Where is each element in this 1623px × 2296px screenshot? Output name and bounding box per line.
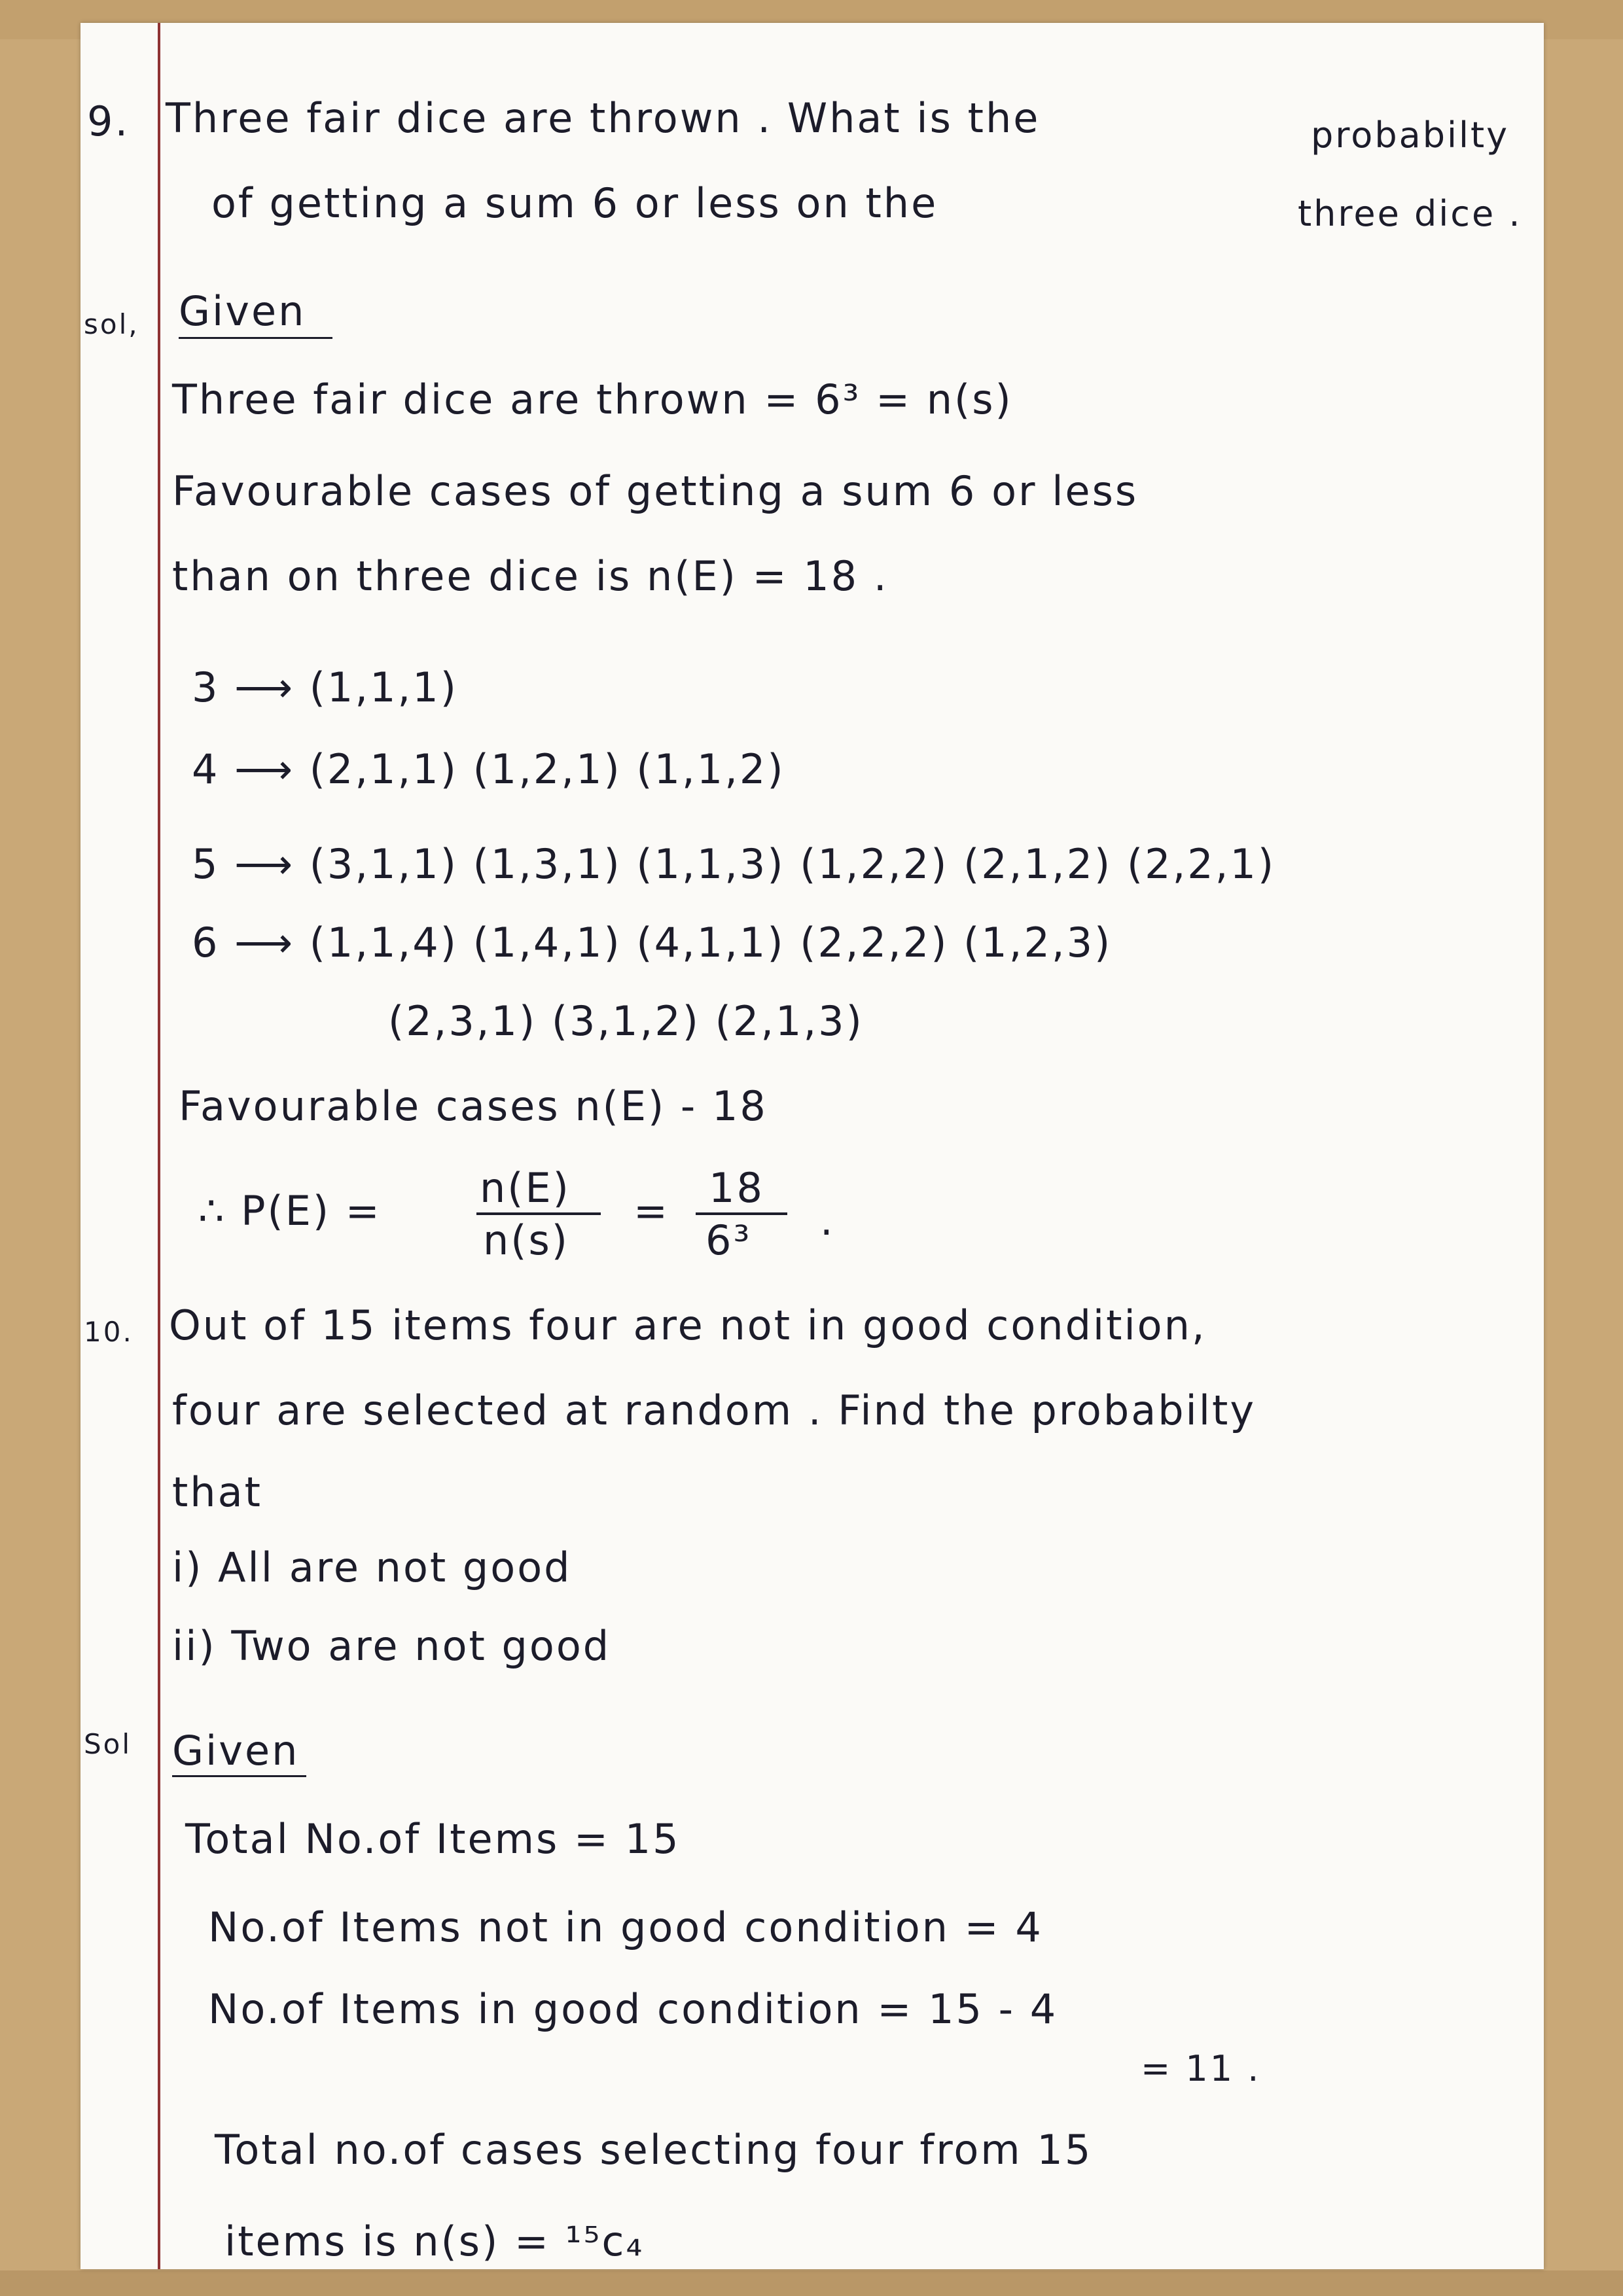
total-cases-line2: items is n(s) = ¹⁵c₄: [224, 2217, 645, 2265]
outcome-row-6-cont: (2,3,1) (3,1,2) (2,1,3): [388, 997, 864, 1045]
question-10-number: 10.: [84, 1316, 134, 1348]
given-underline: [179, 337, 332, 339]
question-9-line1-end: probabilty: [1311, 115, 1510, 156]
solution-9-marker: sol,: [84, 308, 139, 340]
items-good-result: = 11 .: [1141, 2048, 1261, 2089]
solution-9-line3: than on three dice is n(E) = 18 .: [172, 552, 889, 600]
margin-line: [158, 23, 160, 2269]
background-bottom: [0, 2270, 1623, 2296]
total-items: Total No.of Items = 15: [185, 1815, 681, 1863]
outcome-row-4: 4 ⟶ (2,1,1) (1,2,1) (1,1,2): [192, 745, 785, 793]
fraction-6-cubed: 6³: [705, 1216, 752, 1264]
solution-9-given: Given: [179, 287, 306, 335]
fraction-bar-2: [696, 1212, 787, 1215]
outcome-row-5: 5 ⟶ (3,1,1) (1,3,1) (1,1,3) (1,2,2) (2,1,2) (2,2,1): [192, 840, 1276, 888]
outcome-row-3: 3 ⟶ (1,1,1): [192, 663, 458, 711]
question-9-number: 9.: [87, 97, 130, 145]
end-dot: .: [820, 1197, 835, 1245]
items-good: No.of Items in good condition = 15 - 4: [208, 1985, 1058, 2033]
question-10-line1: Out of 15 items four are not in good condition,: [169, 1301, 1207, 1349]
question-10-line2: four are selected at random . Find the probabilty: [172, 1386, 1257, 1434]
probability-label: ∴ P(E) =: [198, 1187, 382, 1235]
equals-sign: =: [633, 1187, 669, 1235]
question-9-line2: of getting a sum 6 or less on the: [211, 179, 938, 227]
solution-10-marker: Sol: [84, 1728, 132, 1760]
fraction-18: 18: [709, 1164, 764, 1212]
question-10-part1: i) All are not good: [172, 1544, 572, 1591]
total-cases-line1: Total no.of cases selecting four from 15: [215, 2126, 1093, 2174]
solution-9-line2: Favourable cases of getting a sum 6 or less: [172, 467, 1139, 515]
items-not-good: No.of Items not in good condition = 4: [208, 1903, 1043, 1951]
fraction-bar-1: [476, 1212, 601, 1215]
question-10-line3: that: [172, 1468, 262, 1516]
solution-10-given: Given: [172, 1727, 300, 1775]
outcome-row-6: 6 ⟶ (1,1,4) (1,4,1) (4,1,1) (2,2,2) (1,2,3): [192, 919, 1113, 966]
solution-9-line1: Three fair dice are thrown = 6³ = n(s): [172, 376, 1013, 423]
fraction-ns: n(s): [483, 1216, 569, 1264]
question-9-line2-end: three dice .: [1298, 193, 1522, 234]
given-underline-2: [172, 1775, 306, 1777]
question-9-line1: Three fair dice are thrown . What is the: [166, 94, 1041, 142]
favourable-cases: Favourable cases n(E) - 18: [179, 1082, 768, 1130]
fraction-ne: n(E): [480, 1164, 571, 1212]
notebook-page: [80, 23, 1544, 2269]
question-10-part2: ii) Two are not good: [172, 1622, 611, 1670]
